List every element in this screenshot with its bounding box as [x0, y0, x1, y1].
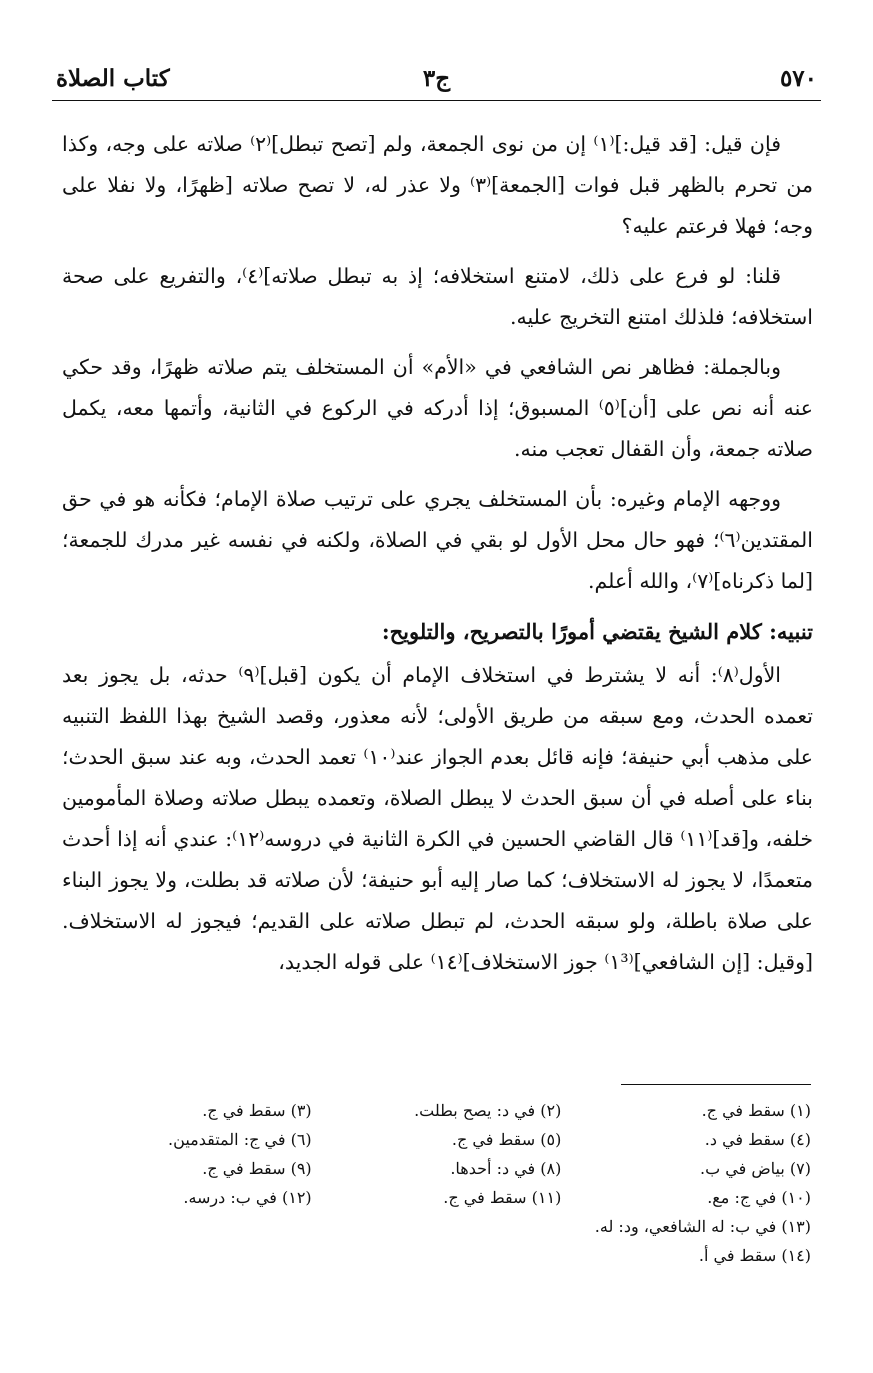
footnote-item: (٦) في ج: المتقدمين. — [168, 1130, 312, 1149]
footnote-row — [62, 1241, 811, 1270]
footnote-row — [62, 1212, 811, 1241]
footnote-item: (٤) سقط في د. — [704, 1130, 811, 1149]
footnote-row — [62, 1183, 811, 1212]
footnote-rule — [621, 1084, 811, 1085]
footnote-item: (١٢) في ب: درسه. — [183, 1188, 312, 1207]
paragraph-first-point: الأول⁽٨⁾: أنه لا يشترط في استخلاف الإمام أن يكون [قبل]⁽٩⁾ حدثه، بل يجوز بعد تعمده الحدث، ومع سبقه من طريق الأولى؛ لأنه معذور، وقصد الشيخ بهذا اللفظ التنبيه على مذهب أبي حنيفة؛ فإنه قائل بعدم الجواز عند⁽١٠⁾ تعمد الحدث، وبه عند سبق الحدث؛ بناء على أصله في أن سبق الحدث لا يبطل الصلاة، وتعمده يبطل صلاته وصلاة المأمومين خلفه، و[قد]⁽١١⁾ قال القاضي الحسين في الكرة الثانية في دروسه⁽١٢⁾: عندي أنه إذا أحدث متعمدًا، لا يجوز له الاستخلاف؛ كما صار إليه أبو حنيفة؛ لأن صلاته قد بطلت، ولا يجوز البناء على صلاة باطلة، ولو سبقه الحدث، لم تبطل صلاته على القديم؛ فيجوز له الاستخلاف. [وقيل: [إن الشافعي]⁽١³⁾ جوز الاستخلاف]⁽١٤⁾ على قوله الجديد، — [62, 663, 813, 974]
volume-label: ج٣ — [422, 65, 451, 92]
footnote-item: (١٣) في ب: له الشافعي، ود: له. — [594, 1217, 811, 1236]
footnote-item: (٣) سقط في ج. — [202, 1101, 312, 1120]
footnote-item: (٧) بياض في ب. — [700, 1159, 811, 1178]
page-number: ٥٧٠ — [779, 65, 817, 92]
footnote-item: (٥) سقط في ج. — [451, 1130, 562, 1149]
footnotes — [62, 1096, 811, 1270]
footnote-row — [62, 1125, 811, 1154]
footnote-item: (١٠) في ج: مع. — [707, 1188, 811, 1207]
paragraph-objection: فإن قيل: [قد قيل:]⁽١⁾ إن من نوى الجمعة، ولم [تصح تبطل]⁽٢⁾ صلاته على وجه، وكذا من تحرم بالظهر قبل فوات [الجمعة]⁽٣⁾ ولا عذر له، لا تصح صلاته [ظهرًا، ولا نفلا على وجه؛ فهلا فرعتم عليه؟ — [62, 132, 814, 238]
footnote-item: (٩) سقط في ج. — [202, 1159, 312, 1178]
paragraph-reply: قلنا: لو فرع على ذلك، لامتنع استخلافه؛ إذ به تبطل صلاته]⁽٤⁾، والتفريع على صحة استخلافه؛ فلذلك امتنع التخريج عليه. — [62, 264, 813, 329]
footnote-row — [62, 1096, 811, 1125]
footnote-item: (١١) سقط في ج. — [443, 1188, 562, 1207]
paragraph-explanation: ووجهه الإمام وغيره: بأن المستخلف يجري على ترتيب صلاة الإمام؛ فكأنه هو في حق المقتدين⁽٦⁾؛ فهو حال محل الأول لو بقي في الصلاة، ولكنه في نفسه غير مدرك للجمعة؛ [لما ذكرناه]⁽٧⁾، والله أعلم. — [62, 487, 813, 593]
notice-heading: تنبيه: كلام الشيخ يقتضي أمورًا بالتصريح، والتلويح: — [381, 619, 813, 644]
running-header — [52, 62, 821, 96]
footnote-item: (١٤) سقط في أ. — [698, 1246, 811, 1265]
paragraph-summary: وبالجملة: فظاهر نص الشافعي في «الأم» أن المستخلف يتم صلاته ظهرًا، وقد حكي عنه أنه نص على [أن]⁽٥⁾ المسبوق؛ إذا أدركه في الركوع في الثانية، وأتمها معه، يكمل صلاته جمعة، وأن القفال تعجب منه. — [62, 355, 813, 461]
footnote-row — [62, 1154, 811, 1183]
footnote-item: (١) سقط في ج. — [701, 1101, 811, 1120]
main-text — [62, 124, 813, 992]
footnote-item: (٨) في د: أحدها. — [450, 1159, 562, 1178]
header-rule — [52, 100, 821, 101]
chapter-title: كتاب الصلاة — [56, 65, 170, 92]
footnote-item: (٢) في د: يصح بطلت. — [414, 1101, 562, 1120]
